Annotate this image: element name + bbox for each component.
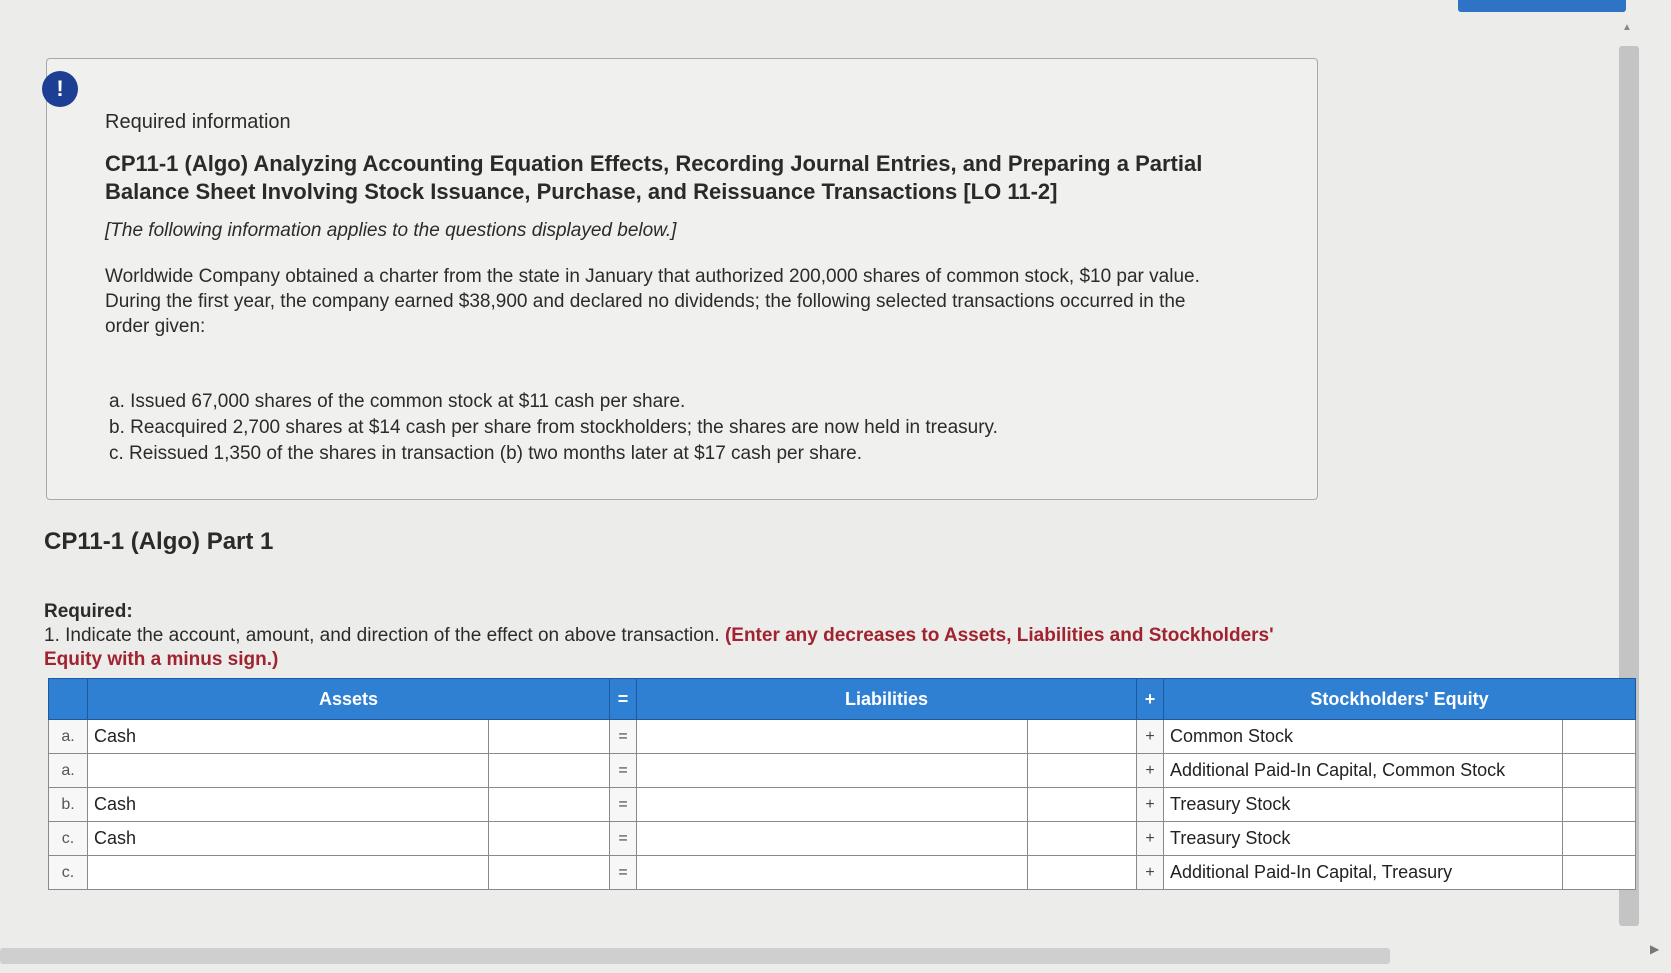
equity-account-cell[interactable] — [1164, 822, 1563, 856]
equity-header: Stockholders' Equity — [1164, 679, 1636, 720]
equals-sign: = — [610, 754, 637, 788]
asset-amount-input[interactable] — [489, 856, 610, 890]
row-label: c. — [49, 822, 88, 856]
required-label: Required: — [44, 601, 133, 622]
asset-account-cell[interactable] — [88, 754, 489, 788]
instruction-text: 1. Indicate the account, amount, and direction of the effect on above transaction. — [44, 625, 720, 646]
scroll-up-arrow-icon[interactable]: ▲ — [1622, 22, 1632, 33]
plus-sign: + — [1137, 720, 1164, 754]
transaction-b: b. Reacquired 2,700 shares at $14 cash per share from stockholders; the shares are now held in treasury. — [109, 417, 998, 438]
row-label: c. — [49, 856, 88, 890]
row-label: a. — [49, 720, 88, 754]
transaction-list — [105, 389, 1285, 467]
required-info-heading: Required information — [105, 111, 291, 133]
equity-account-cell[interactable] — [1164, 788, 1563, 822]
follow-note: [The following information applies to the questions displayed below.] — [105, 220, 677, 241]
required-info-content — [105, 111, 1285, 467]
liability-amount-input[interactable] — [1028, 788, 1137, 822]
table-row — [49, 754, 1636, 788]
horizontal-scrollbar[interactable] — [0, 948, 1390, 964]
table-row — [49, 822, 1636, 856]
top-action-button[interactable] — [1458, 0, 1626, 12]
plus-sign: + — [1137, 754, 1164, 788]
transaction-a: a. Issued 67,000 shares of the common stock at $11 cash per share. — [109, 391, 686, 412]
asset-account-cell[interactable] — [88, 856, 489, 890]
asset-amount-input[interactable] — [489, 720, 610, 754]
equity-amount-input[interactable] — [1563, 720, 1636, 754]
equity-account-cell[interactable] — [1164, 856, 1563, 890]
table-row — [49, 788, 1636, 822]
asset-account-cell[interactable] — [88, 822, 489, 856]
equity-account-cell[interactable] — [1164, 754, 1563, 788]
problem-title: CP11-1 (Algo) Analyzing Accounting Equation Effects, Recording Journal Entries, and Preparing a Partial Balance Sheet Involving Stock Issuance, Purchase, and Reissuance Transactions [LO 11-2] — [105, 151, 1203, 204]
required-info-box — [46, 58, 1318, 500]
asset-account-text: Cash — [94, 828, 137, 848]
liability-amount-input[interactable] — [1028, 720, 1137, 754]
plus-header: + — [1137, 679, 1164, 720]
asset-account-text: Cash — [94, 794, 137, 814]
part-title: CP11-1 (Algo) Part 1 — [44, 528, 274, 555]
liability-account-input[interactable] — [637, 720, 1028, 754]
liability-account-input[interactable] — [637, 822, 1028, 856]
instruction-red-text: (Enter any decreases to Assets, Liabilities and Stockholders' Equity with a minus sign.) — [44, 625, 1274, 670]
row-label-header — [49, 679, 88, 720]
plus-sign: + — [1137, 822, 1164, 856]
equals-sign: = — [610, 788, 637, 822]
assets-header: Assets — [88, 679, 610, 720]
equity-amount-input[interactable] — [1563, 856, 1636, 890]
equity-account-cell[interactable] — [1164, 720, 1563, 754]
asset-amount-input[interactable] — [489, 754, 610, 788]
scroll-right-arrow-icon[interactable]: ▶ — [1650, 942, 1660, 956]
liability-account-input[interactable] — [637, 856, 1028, 890]
liability-amount-input[interactable] — [1028, 822, 1137, 856]
asset-account-text: Cash — [94, 726, 137, 746]
equals-header: = — [610, 679, 637, 720]
asset-amount-input[interactable] — [489, 822, 610, 856]
problem-description: Worldwide Company obtained a charter from the state in January that authorized 200,000 shares of common stock, $10 par value. During the first year, the company earned $38,900 and declared no dividends; the following selected transactions occurred in the order given: — [105, 266, 1200, 337]
liabilities-header: Liabilities — [637, 679, 1137, 720]
liability-account-input[interactable] — [637, 754, 1028, 788]
asset-account-cell[interactable] — [88, 720, 489, 754]
equity-account-text: Treasury Stock — [1170, 794, 1291, 814]
liability-account-input[interactable] — [637, 788, 1028, 822]
table-row — [49, 720, 1636, 754]
asset-amount-input[interactable] — [489, 788, 610, 822]
plus-sign: + — [1137, 856, 1164, 890]
liability-amount-input[interactable] — [1028, 754, 1137, 788]
asset-account-text — [88, 862, 94, 882]
plus-sign: + — [1137, 788, 1164, 822]
equity-account-text: Treasury Stock — [1170, 828, 1291, 848]
equals-sign: = — [610, 856, 637, 890]
equity-account-text: Additional Paid-In Capital, Common Stock — [1170, 760, 1506, 780]
equity-account-text: Additional Paid-In Capital, Treasury — [1170, 862, 1453, 882]
asset-account-cell[interactable] — [88, 788, 489, 822]
row-label: b. — [49, 788, 88, 822]
equity-amount-input[interactable] — [1563, 754, 1636, 788]
equity-amount-input[interactable] — [1563, 822, 1636, 856]
alert-icon: ! — [42, 71, 78, 107]
asset-account-text — [88, 760, 94, 780]
equity-amount-input[interactable] — [1563, 788, 1636, 822]
liability-amount-input[interactable] — [1028, 856, 1137, 890]
equals-sign: = — [610, 720, 637, 754]
row-label: a. — [49, 754, 88, 788]
equals-sign: = — [610, 822, 637, 856]
accounting-equation-table — [48, 678, 1636, 890]
transaction-c: c. Reissued 1,350 of the shares in transaction (b) two months later at $17 cash per share. — [109, 443, 863, 464]
table-header-row — [49, 679, 1636, 720]
required-block — [44, 600, 1274, 672]
table-row — [49, 856, 1636, 890]
equity-account-text: Common Stock — [1170, 726, 1294, 746]
